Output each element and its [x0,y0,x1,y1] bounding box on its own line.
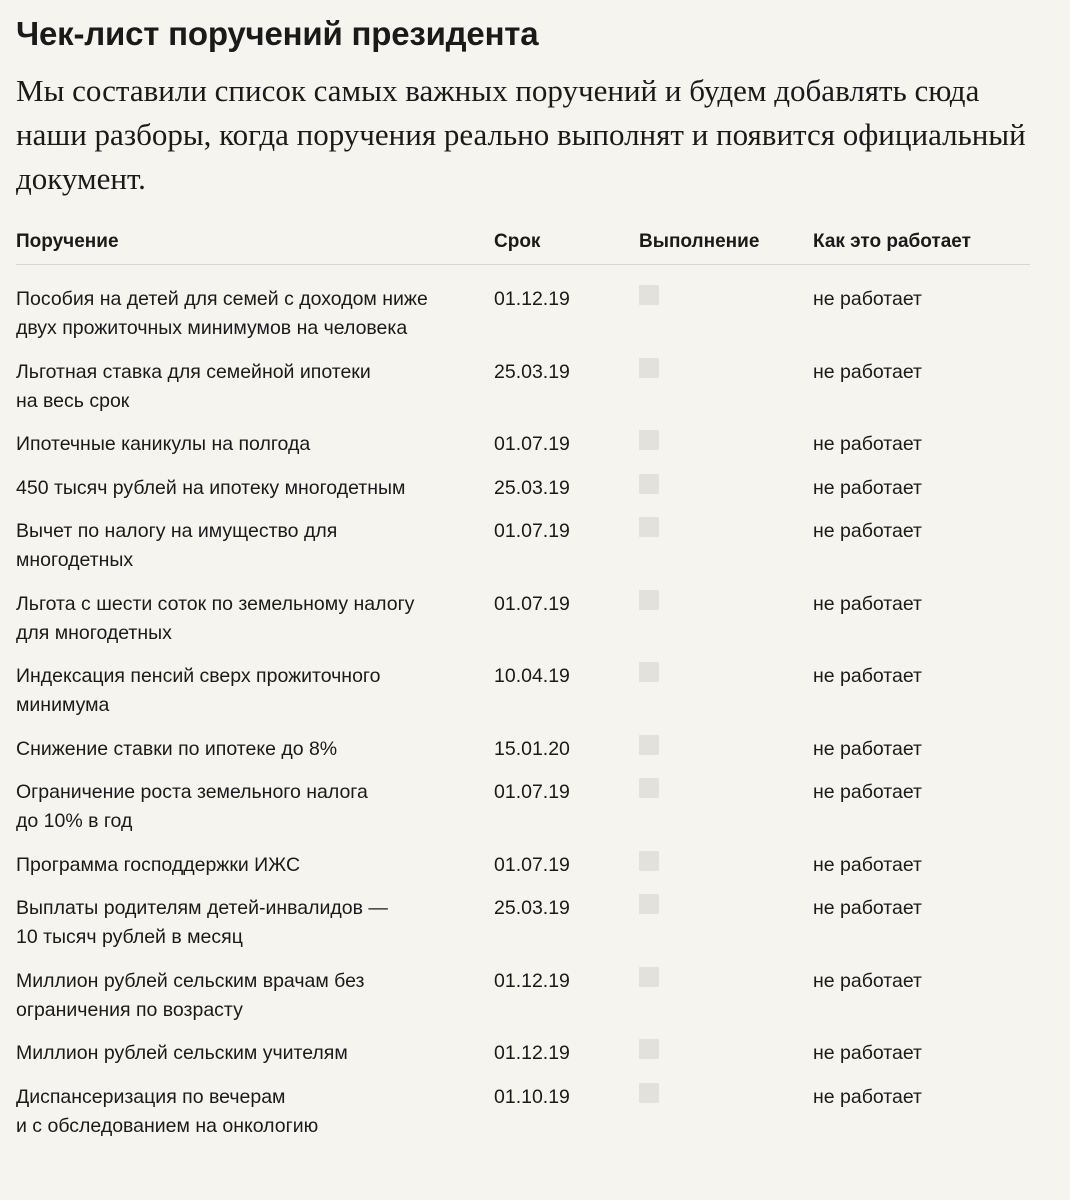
done-checkbox[interactable] [639,1039,659,1059]
status-cell: не работает [813,476,922,499]
task-text-line: Пособия на детей для семей с доходом ниже [16,288,428,310]
done-cell [639,358,813,416]
date-cell: 10.04.19 [494,665,570,687]
task-cell [16,285,494,343]
date-cell: 25.03.19 [494,897,570,919]
task-text-line: Миллион рублей сельским учителям [16,1042,348,1064]
task-text-line: на весь срок [16,389,130,412]
lead-paragraph: Мы составили список самых важных поручений и будем добавлять сюда наши разборы, когда поручения реально выполнят и появится официальный документ. [16,73,1026,196]
done-checkbox[interactable] [639,1083,659,1103]
done-cell [639,851,813,880]
date-cell: 01.07.19 [494,781,570,803]
table-row [16,358,1030,416]
task-text-line: минимума [16,694,110,716]
status-cell: не работает [813,969,922,992]
done-checkbox[interactable] [639,735,659,755]
date-cell: 25.03.19 [494,476,570,499]
done-checkbox[interactable] [639,851,659,871]
table-row [16,967,1030,1025]
table-row [16,517,1030,575]
task-text-line: и с обследованием на онкологию [16,1114,319,1137]
date-cell: 01.07.19 [494,520,570,542]
done-cell [639,662,813,720]
done-checkbox[interactable] [639,358,659,378]
task-text-line: до 10% в год [16,810,133,832]
table-row [16,590,1030,648]
task-cell [16,851,494,880]
table-row [16,1083,1030,1141]
task-text-line: Снижение ставки по ипотеке до 8% [16,737,338,760]
done-cell [639,1039,813,1068]
task-text-line: Выплаты родителям детей-инвалидов — [16,897,388,919]
task-cell [16,358,494,416]
task-text-line: двух прожиточных минимумов на человека [16,317,408,339]
task-cell [16,1083,494,1141]
table-row [16,662,1030,720]
done-cell [639,285,813,343]
task-text-line: ограничения по возрасту [16,998,243,1021]
status-cell: не работает [813,592,922,615]
done-checkbox[interactable] [639,662,659,682]
status-cell: не работает [813,433,922,455]
task-text-line: Льготная ставка для семейной ипотеки [16,360,371,383]
task-text-line: Диспансеризация по вечерам [16,1085,286,1108]
done-checkbox[interactable] [639,894,659,914]
page-title: Чек-лист поручений президента [16,15,539,52]
status-cell: не работает [813,737,922,760]
done-checkbox[interactable] [639,967,659,987]
done-checkbox[interactable] [639,285,659,305]
table-header [16,228,1030,265]
status-cell: не работает [813,781,922,803]
status-cell: не работает [813,853,922,876]
task-cell [16,590,494,648]
done-checkbox[interactable] [639,778,659,798]
task-text-line: многодетных [16,549,134,571]
date-cell: 01.12.19 [494,288,570,310]
status-cell: не работает [813,897,922,919]
task-text-line: 10 тысяч рублей в месяц [16,926,243,948]
table-row [16,474,1030,503]
date-cell: 01.07.19 [494,433,570,455]
task-cell [16,967,494,1025]
status-cell: не работает [813,520,922,542]
task-cell [16,1039,494,1068]
task-cell [16,894,494,952]
status-cell: не работает [813,665,922,687]
header-task: Поручение [16,231,119,252]
done-checkbox[interactable] [639,474,659,494]
task-cell [16,662,494,720]
done-cell [639,430,813,459]
table-row [16,285,1030,343]
date-cell: 01.07.19 [494,853,570,876]
table-row [16,1039,1030,1068]
status-cell: не работает [813,1042,922,1064]
date-cell: 01.12.19 [494,969,570,992]
date-cell: 01.10.19 [494,1085,570,1108]
task-text-line: Вычет по налогу на имущество для [16,520,338,542]
header-how: Как это работает [813,231,971,252]
task-cell [16,778,494,836]
task-text-line: Ипотечные каникулы на полгода [16,433,311,455]
date-cell: 01.12.19 [494,1042,570,1064]
task-text-line: 450 тысяч рублей на ипотеку многодетным [16,476,406,499]
task-cell [16,474,494,503]
done-cell [639,590,813,648]
date-cell: 15.01.20 [494,737,570,760]
date-cell: 01.07.19 [494,592,570,615]
task-cell [16,430,494,459]
done-cell [639,474,813,503]
task-text-line: Миллион рублей сельским врачам без [16,969,365,992]
done-cell [639,517,813,575]
task-text-line: Ограничение роста земельного налога [16,781,368,803]
done-checkbox[interactable] [639,517,659,537]
task-text-line: Программа господдержки ИЖС [16,853,301,876]
done-cell [639,735,813,764]
header-date: Срок [494,231,541,252]
done-cell [639,778,813,836]
table-row [16,430,1030,459]
task-text-line: для многодетных [16,621,172,644]
task-cell [16,735,494,764]
done-cell [639,967,813,1025]
table-row [16,851,1030,880]
table-row [16,778,1030,836]
done-cell [639,894,813,952]
table-body [16,265,1030,1141]
status-cell: не работает [813,1085,922,1108]
date-cell: 25.03.19 [494,360,570,383]
done-checkbox[interactable] [639,430,659,450]
header-done: Выполнение [639,231,760,252]
task-text-line: Индексация пенсий сверх прожиточного [16,665,381,687]
status-cell: не работает [813,360,922,383]
table-row [16,894,1030,952]
task-text-line: Льгота с шести соток по земельному налогу [16,592,415,615]
table-row [16,735,1030,764]
status-cell: не работает [813,288,922,310]
checklist-table [16,228,1030,1155]
done-checkbox[interactable] [639,590,659,610]
done-cell [639,1083,813,1141]
task-cell [16,517,494,575]
